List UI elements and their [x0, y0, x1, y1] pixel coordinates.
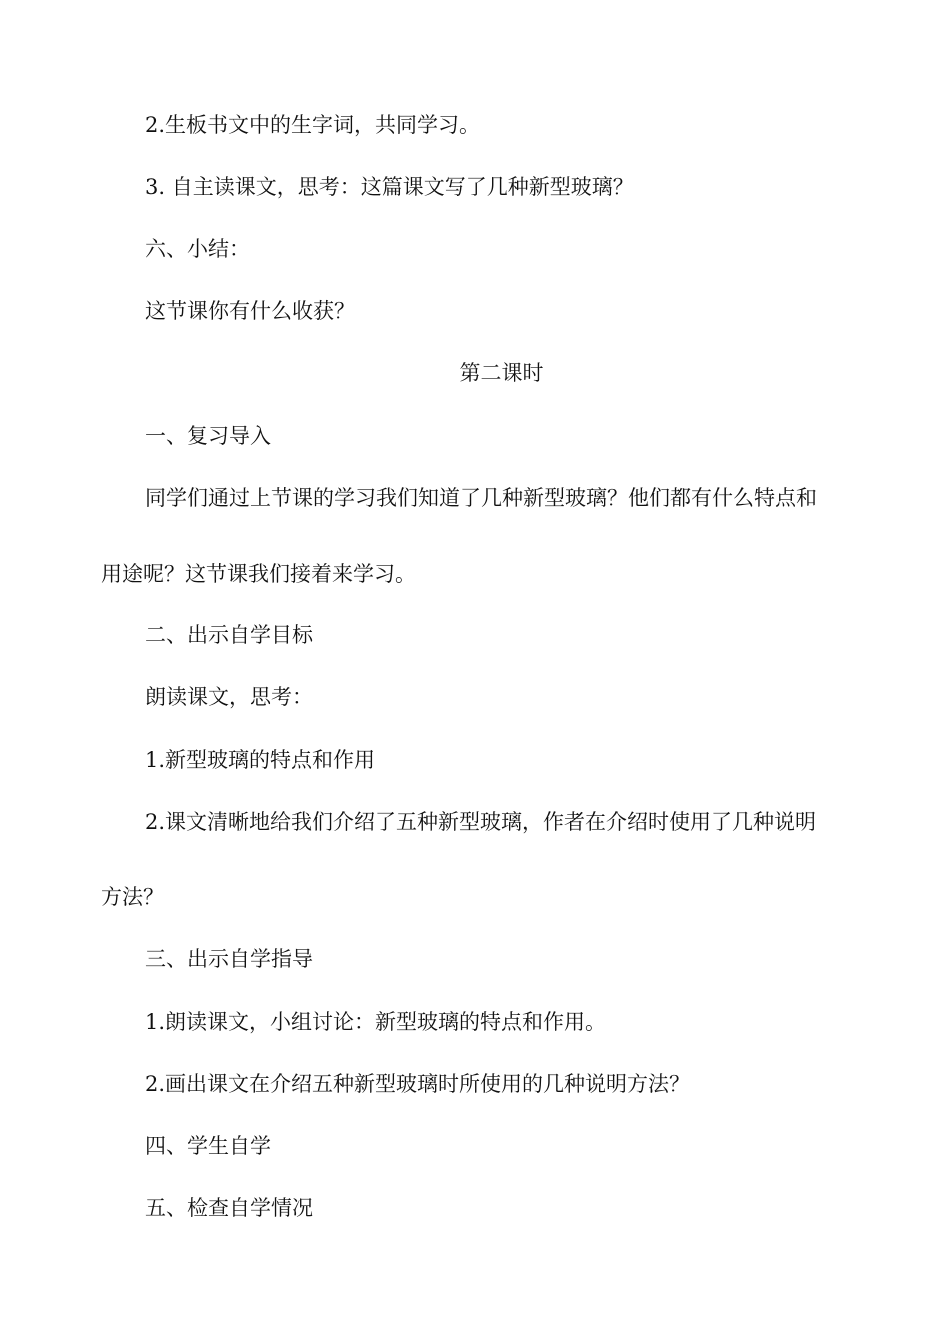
- section-heading-summary: 六、小结：: [145, 237, 250, 261]
- paragraph-item-3: 3. 自主读课文，思考：这篇课文写了几种新型玻璃？: [145, 175, 634, 199]
- guidance-item-2: 2.画出课文在介绍五种新型玻璃时所使用的几种说明方法？: [145, 1072, 691, 1096]
- goal-item-1: 1.新型玻璃的特点和作用: [145, 748, 376, 772]
- section-heading-self-study: 四、学生自学: [145, 1134, 271, 1158]
- section-heading-check: 五、检查自学情况: [145, 1196, 313, 1220]
- paragraph-goals-intro: 朗读课文，思考：: [145, 685, 313, 709]
- paragraph-item-2: 2.生板书文中的生字词，共同学习。: [145, 113, 481, 137]
- paragraph-review-line-2: 用途呢？这节课我们接着来学习。: [101, 562, 416, 586]
- guidance-item-1: 1.朗读课文，小组讨论：新型玻璃的特点和作用。: [145, 1010, 607, 1034]
- goal-item-2-line-1: 2.课文清晰地给我们介绍了五种新型玻璃，作者在介绍时使用了几种说明: [145, 810, 817, 834]
- section-heading-goals: 二、出示自学目标: [145, 623, 313, 647]
- paragraph-review-line-1: 同学们通过上节课的学习我们知道了几种新型玻璃？他们都有什么特点和: [145, 486, 817, 510]
- lesson-title: 第二课时: [459, 361, 544, 385]
- section-heading-review: 一、复习导入: [145, 424, 271, 448]
- section-heading-guidance: 三、出示自学指导: [145, 947, 313, 971]
- goal-item-2-line-2: 方法？: [101, 885, 164, 909]
- paragraph-summary-question: 这节课你有什么收获？: [145, 299, 355, 323]
